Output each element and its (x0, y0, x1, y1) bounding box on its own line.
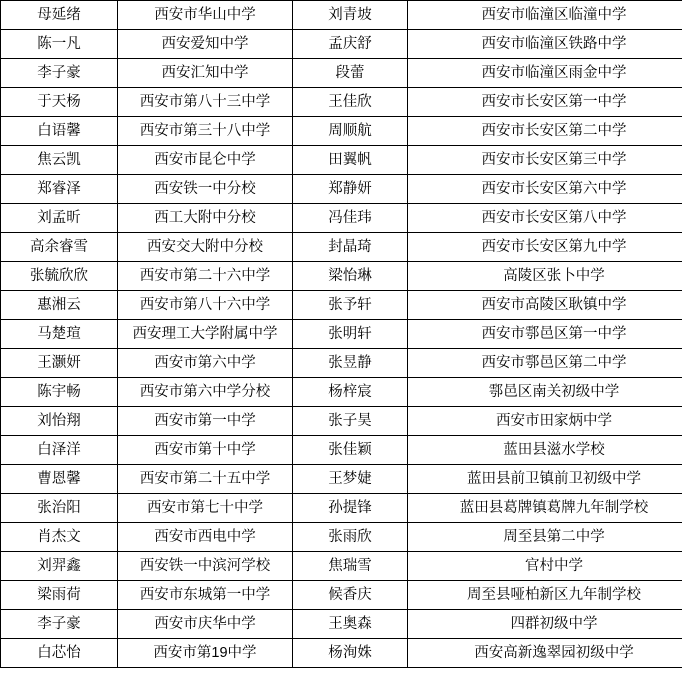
student-name-left: 刘孟昕 (1, 204, 118, 233)
school-right: 西安市长安区第六中学 (408, 175, 682, 204)
table-row (1, 349, 682, 378)
school-right: 西安市临潼区铁路中学 (408, 30, 682, 59)
student-name-right: 焦瑞雪 (293, 552, 408, 581)
school-left: 西安市第六中学分校 (118, 378, 293, 407)
table-row (1, 175, 682, 204)
school-left: 西安市第二十六中学 (118, 262, 293, 291)
student-name-right: 张明轩 (293, 320, 408, 349)
table-row (1, 494, 682, 523)
school-right: 西安市高陵区耿镇中学 (408, 291, 682, 320)
student-name-left: 张毓欣欣 (1, 262, 118, 291)
student-name-left: 高余睿雪 (1, 233, 118, 262)
school-right: 蓝田县葛牌镇葛牌九年制学校 (408, 494, 682, 523)
school-left: 西安铁一中分校 (118, 175, 293, 204)
student-name-right: 梁怡琳 (293, 262, 408, 291)
table-row (1, 117, 682, 146)
student-name-left: 陈一凡 (1, 30, 118, 59)
student-name-right: 封晶琦 (293, 233, 408, 262)
school-left: 西安市第二十五中学 (118, 465, 293, 494)
school-left: 西安理工大学附属中学 (118, 320, 293, 349)
student-name-left: 马楚瑄 (1, 320, 118, 349)
student-name-left: 郑睿泽 (1, 175, 118, 204)
student-name-left: 陈宇畅 (1, 378, 118, 407)
student-name-right: 杨梓宸 (293, 378, 408, 407)
school-right: 西安市临潼区雨金中学 (408, 59, 682, 88)
student-name-right: 周顺航 (293, 117, 408, 146)
student-name-left: 张治阳 (1, 494, 118, 523)
student-name-right: 冯佳玮 (293, 204, 408, 233)
student-name-right: 王奥森 (293, 610, 408, 639)
school-right: 西安市鄠邑区第一中学 (408, 320, 682, 349)
school-left: 西安爱知中学 (118, 30, 293, 59)
school-right: 西安市临潼区临潼中学 (408, 1, 682, 30)
student-name-left: 焦云凯 (1, 146, 118, 175)
student-name-left: 刘怡翔 (1, 407, 118, 436)
school-left: 西安市第八十六中学 (118, 291, 293, 320)
table-row (1, 523, 682, 552)
school-right: 周至县第二中学 (408, 523, 682, 552)
school-right: 西安市长安区第一中学 (408, 88, 682, 117)
student-name-left: 曹恩馨 (1, 465, 118, 494)
school-right: 西安市长安区第八中学 (408, 204, 682, 233)
student-name-left: 肖杰文 (1, 523, 118, 552)
school-left: 西安市第一中学 (118, 407, 293, 436)
student-name-right: 张昱静 (293, 349, 408, 378)
school-left: 西安铁一中滨河学校 (118, 552, 293, 581)
table-row (1, 1, 682, 30)
school-right: 鄠邑区南关初级中学 (408, 378, 682, 407)
student-name-left: 白语馨 (1, 117, 118, 146)
school-right: 官村中学 (408, 552, 682, 581)
table-row (1, 465, 682, 494)
school-left: 西安市昆仑中学 (118, 146, 293, 175)
school-left: 西安市东城第一中学 (118, 581, 293, 610)
table-row (1, 30, 682, 59)
student-name-right: 刘青坡 (293, 1, 408, 30)
school-right: 西安市长安区第二中学 (408, 117, 682, 146)
school-left: 西安市西电中学 (118, 523, 293, 552)
student-name-left: 母延绪 (1, 1, 118, 30)
student-name-right: 郑静妍 (293, 175, 408, 204)
table-row (1, 552, 682, 581)
school-left: 西安市华山中学 (118, 1, 293, 30)
school-right: 周至县哑柏新区九年制学校 (408, 581, 682, 610)
school-left: 西安市第19中学 (118, 639, 293, 668)
student-name-right: 田翼帆 (293, 146, 408, 175)
table-row (1, 378, 682, 407)
school-left: 西工大附中分校 (118, 204, 293, 233)
school-left: 西安市第六中学 (118, 349, 293, 378)
student-name-right: 孙提锋 (293, 494, 408, 523)
table-row (1, 146, 682, 175)
student-name-right: 段蕾 (293, 59, 408, 88)
school-right: 西安高新逸翠园初级中学 (408, 639, 682, 668)
student-name-right: 王梦婕 (293, 465, 408, 494)
table-row (1, 407, 682, 436)
student-name-right: 张雨欣 (293, 523, 408, 552)
student-name-left: 刘羿鑫 (1, 552, 118, 581)
school-right: 蓝田县滋水学校 (408, 436, 682, 465)
school-right: 西安市鄠邑区第二中学 (408, 349, 682, 378)
school-right: 西安市田家炳中学 (408, 407, 682, 436)
table-row (1, 59, 682, 88)
school-left: 西安汇知中学 (118, 59, 293, 88)
school-left: 西安市第七十中学 (118, 494, 293, 523)
student-name-left: 白泽洋 (1, 436, 118, 465)
student-name-left: 于天杨 (1, 88, 118, 117)
table-row (1, 233, 682, 262)
school-right: 西安市长安区第九中学 (408, 233, 682, 262)
school-left: 西安市第八十三中学 (118, 88, 293, 117)
school-left: 西安市第三十八中学 (118, 117, 293, 146)
student-name-left: 梁雨荷 (1, 581, 118, 610)
student-name-right: 王佳欣 (293, 88, 408, 117)
table-row (1, 204, 682, 233)
table-row (1, 88, 682, 117)
student-name-right: 张子昊 (293, 407, 408, 436)
table-body (1, 1, 682, 668)
table-row (1, 320, 682, 349)
school-right: 四群初级中学 (408, 610, 682, 639)
student-name-right: 张佳颖 (293, 436, 408, 465)
school-right: 蓝田县前卫镇前卫初级中学 (408, 465, 682, 494)
school-left: 西安市第十中学 (118, 436, 293, 465)
table-row (1, 291, 682, 320)
table-row (1, 436, 682, 465)
student-name-right: 张予轩 (293, 291, 408, 320)
student-name-right: 孟庆舒 (293, 30, 408, 59)
school-left: 西安交大附中分校 (118, 233, 293, 262)
student-name-left: 李子豪 (1, 59, 118, 88)
school-left: 西安市庆华中学 (118, 610, 293, 639)
table-row (1, 610, 682, 639)
student-name-right: 候香庆 (293, 581, 408, 610)
student-name-left: 王灏妍 (1, 349, 118, 378)
table-row (1, 262, 682, 291)
student-name-left: 惠湘云 (1, 291, 118, 320)
student-name-left: 李子豪 (1, 610, 118, 639)
school-right: 高陵区张卜中学 (408, 262, 682, 291)
student-name-left: 白芯怡 (1, 639, 118, 668)
table-row (1, 639, 682, 668)
student-name-right: 杨洵姝 (293, 639, 408, 668)
school-right: 西安市长安区第三中学 (408, 146, 682, 175)
table-row (1, 581, 682, 610)
